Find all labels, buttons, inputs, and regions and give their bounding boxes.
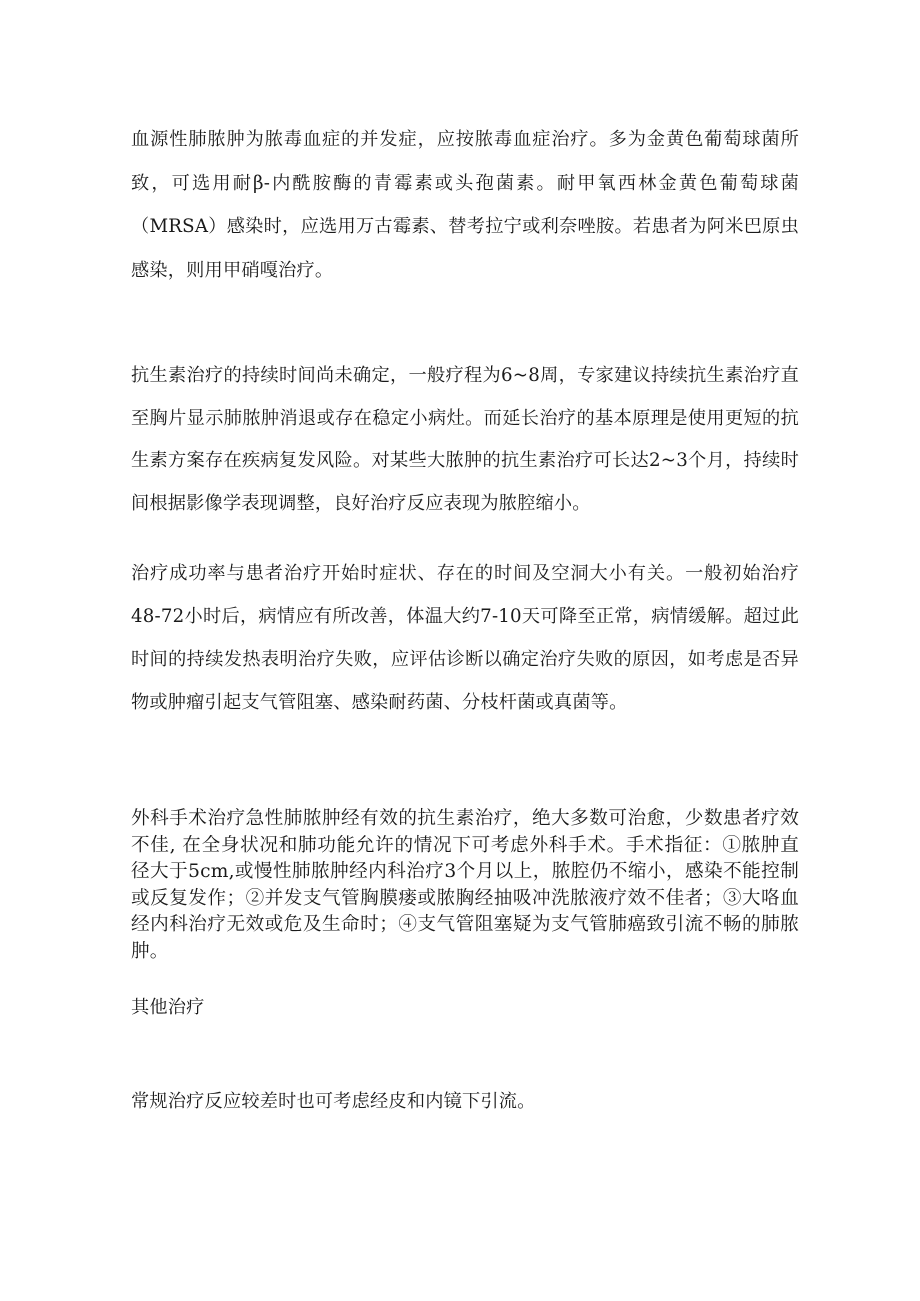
paragraph-drainage: 常规治疗反应较差时也可考虑经皮和内镜下引流。: [131, 1091, 536, 1112]
paragraph-hematogenous-abscess: 血源性肺脓肿为脓毒血症的并发症，应按脓毒血症治疗。多为金黄色葡萄球菌所致，可选用耐β-内酰胺酶的青霉素或头孢菌素。耐甲氧西林金黄色葡萄球菌（MRSA）感染时，应选用万古霉素、替考拉宁或利奈唑胺。若患者为阿米巴原虫感染，则用甲硝嘎治疗。: [131, 129, 799, 281]
paragraph-antibiotic-duration: 抗生素治疗的持续时间尚未确定，一般疗程为6~8周，专家建议持续抗生素治疗直至胸片显示肺脓肿消退或存在稳定小病灶。而延长治疗的基本原理是使用更短的抗生素方案存在疾病复发风险。对某些大脓肿的抗生素治疗可长达2~3个月，持续时间根据影像学表现调整，良好治疗反应表现为脓腔缩小。: [131, 365, 799, 514]
paragraph-surgical-treatment: 外科手术治疗急性肺脓肿经有效的抗生素治疗，绝大多数可治愈，少数患者疗效不佳, 在全身状况和肺功能允许的情况下可考虑外科手术。手术指征：①脓肿直径大于5cm,或慢性肺脓肿经内科治疗3个月以上，脓腔仍不缩小，感染不能控制或反复发作；②并发支气管胸膜瘘或脓胸经抽吸冲洗脓液疗效不佳者；③大咯血经内科治疗无效或危及生命时；④支气管阻塞疑为支气管肺癌致引流不畅的肺脓肿。: [131, 808, 799, 962]
section-heading-other-treatment: 其他治疗: [131, 997, 205, 1018]
paragraph-treatment-success: 治疗成功率与患者治疗开始时症状、存在的时间及空洞大小有关。一般初始治疗48-72小时后，病情应有所改善，体温大约7-10天可降至正常，病情缓解。超过此时间的持续发热表明治疗失败，应评估诊断以确定治疗失败的原因，如考虑是否异物或肿瘤引起支气管阻塞、感染耐药菌、分枝杆菌或真菌等。: [131, 563, 799, 713]
